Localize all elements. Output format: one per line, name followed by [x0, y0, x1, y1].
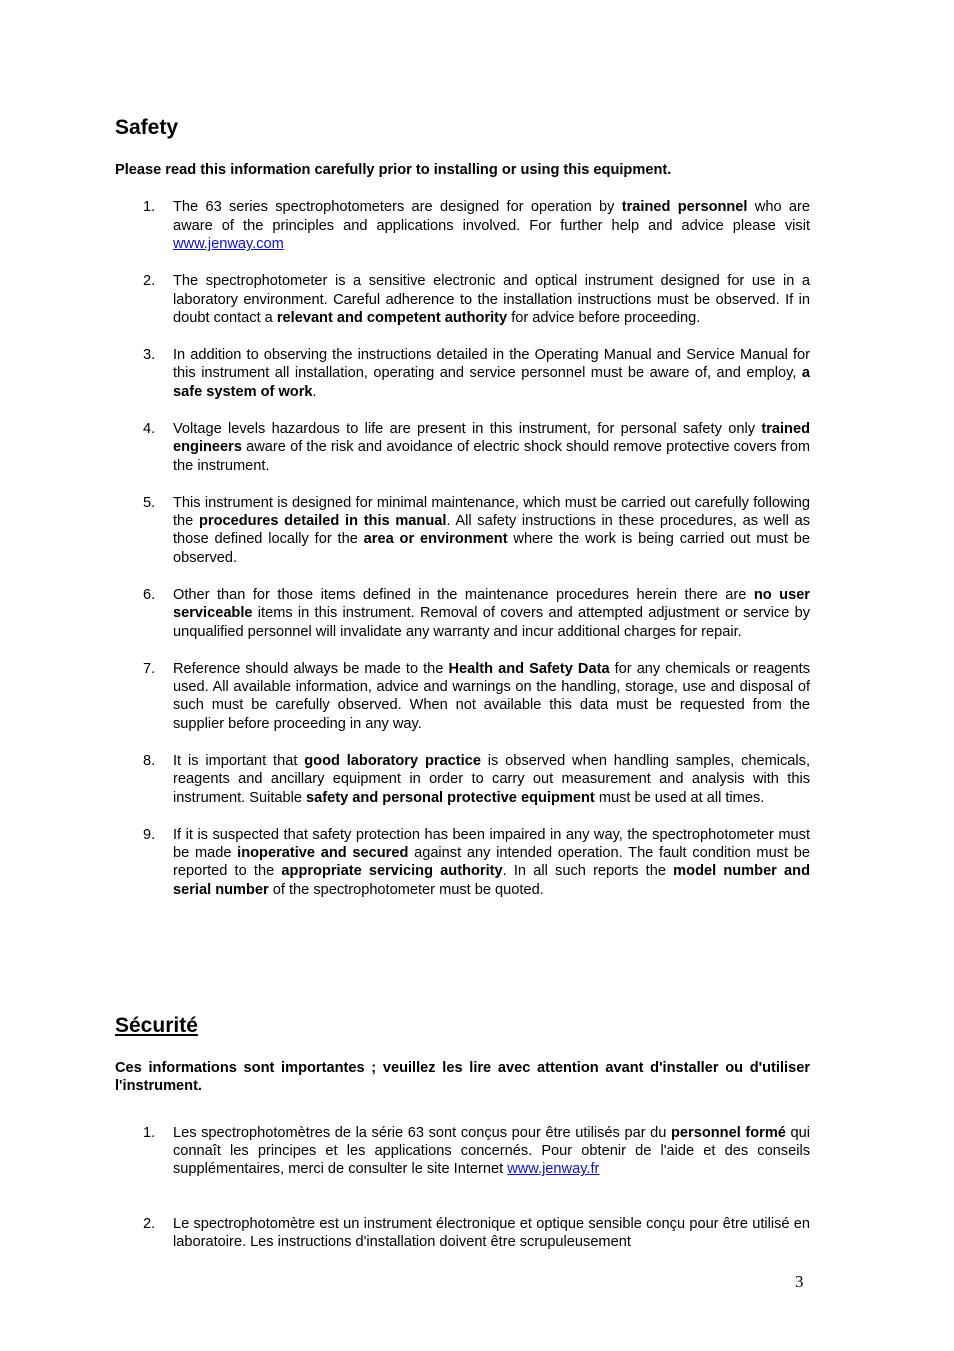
text-run: where the work is being carried out must be observed. — [173, 531, 810, 566]
text-run: It is important that — [173, 752, 305, 769]
list-number: 3. — [143, 346, 156, 363]
bold-phrase: area or environment — [363, 531, 508, 548]
bold-phrase: personnel formé — [671, 1124, 786, 1141]
bold-phrase: relevant and competent authority — [276, 309, 508, 326]
securite-intro: Ces informations sont importantes ; veuillez les lire avec attention avant d'installer ou d'utiliser l'instrument. — [115, 1060, 810, 1095]
bold-phrase: no user serviceable — [173, 586, 810, 622]
list-number: 1. — [143, 199, 156, 216]
text-run: Voltage levels hazardous to life are present in this instrument, for personal safety only — [173, 420, 762, 437]
safety-intro: Please read this information carefully prior to installing or using this equipment. — [115, 162, 672, 178]
securite-heading: Sécurité — [115, 1014, 198, 1037]
text-run: aware of the risk and avoidance of electric shock should remove protective covers from the instrument. — [173, 439, 810, 474]
safety-item — [115, 346, 810, 401]
safety-item — [115, 826, 810, 900]
text-run: This instrument is designed for minimal maintenance, which must be carried out carefully following the — [173, 494, 810, 529]
bold-phrase: safety and personal protective equipment — [306, 789, 595, 806]
safety-item — [115, 586, 810, 641]
safety-item — [115, 660, 810, 734]
text-run: against any intended operation. The fault condition must be reported to the — [173, 845, 810, 880]
website-link[interactable]: www.jenway.com — [173, 236, 284, 253]
safety-list — [115, 198, 810, 899]
securite-section — [115, 1012, 810, 1252]
safety-item — [115, 494, 810, 568]
text-run: Other than for those items defined in the maintenance procedures herein there are — [173, 586, 754, 603]
text-run: Les spectrophotomètres de la série 63 sont conçus pour être utilisés par du — [173, 1124, 672, 1141]
text-run: If it is suspected that safety protection has been impaired in any way, the spectrophotometer must be made — [173, 826, 810, 862]
text-run: who are aware of the principles and applications involved. For further help and advice please visit — [173, 199, 810, 234]
bold-phrase: Health and Safety Data — [448, 660, 610, 677]
safety-item — [115, 752, 810, 807]
text-run: Le spectrophotomètre est un instrument électronique et optique sensible conçu pour être utilisé en laboratoire. Les instructions d'installation doivent être scrupuleusement — [173, 1215, 810, 1251]
text-run: of the spectrophotometer must be quoted. — [268, 881, 544, 898]
safety-section — [115, 114, 810, 918]
text-run: for any chemicals or reagents used. All available information, advice and warnings on the handling, storage, use and disposal of such must be carefully observed. When not available this data must be requested from the supplier before proceeding in any way. — [173, 660, 811, 732]
bold-phrase: trained personnel — [621, 199, 748, 216]
safety-item — [115, 198, 810, 253]
text-run: Reference should always be made to the — [173, 660, 449, 677]
text-run: The spectrophotometer is a sensitive electronic and optical instrument designed for use in a laboratory environment. Careful adherence to the installation instructions must be observed. If in doubt contact a — [173, 273, 810, 326]
page-number: 3 — [795, 1272, 804, 1291]
website-link[interactable]: www.jenway.fr — [507, 1161, 600, 1178]
safety-item — [115, 272, 810, 327]
text-run: qui connaît les principes et les applications concernés. Pour obtenir de l'aide et des conseils supplémentaires, merci de consulter le site Internet — [173, 1124, 811, 1178]
list-number: 5. — [143, 494, 156, 511]
text-run: In addition to observing the instructions detailed in the Operating Manual and Service Manual for this instrument all installation, operating and service personnel must be aware of, and employ, — [173, 346, 810, 382]
safety-heading: Safety — [115, 116, 179, 139]
text-run: is observed when handling samples, chemicals, reagents and ancillary equipment in order to carry out measurement and analysis with this instrument. Suitable — [173, 752, 811, 806]
list-number: 1. — [143, 1124, 156, 1141]
text-run: for advice before proceeding. — [507, 309, 701, 326]
bold-phrase: procedures detailed in this manual — [199, 512, 447, 529]
bold-phrase: appropriate servicing authority — [281, 863, 503, 880]
text-run: The 63 series spectrophotometers are designed for operation by — [173, 199, 622, 216]
bold-phrase: model number and serial number — [173, 863, 811, 898]
securite-item — [115, 1215, 810, 1252]
list-number: 2. — [143, 1215, 156, 1232]
list-number: 8. — [143, 752, 156, 769]
securite-list — [115, 1124, 810, 1252]
bold-phrase: a safe system of work — [173, 365, 810, 400]
text-run: items in this instrument. Removal of covers and attempted adjustment or service by unqualified personnel will invalidate any warranty and incur additional charges for repair. — [173, 605, 810, 640]
list-number: 7. — [143, 660, 156, 677]
text-run: . — [312, 383, 317, 400]
text-run: . All safety instructions in these procedures, as well as those defined locally for the — [173, 512, 811, 548]
safety-item — [115, 420, 810, 475]
list-number: 9. — [143, 826, 156, 843]
text-run: . In all such reports the — [502, 863, 674, 880]
list-number: 2. — [143, 273, 156, 290]
list-number: 4. — [143, 420, 156, 437]
text-run: must be used at all times. — [594, 789, 765, 806]
securite-item — [115, 1124, 810, 1179]
bold-phrase: inoperative and secured — [237, 845, 409, 862]
bold-phrase: good laboratory practice — [304, 752, 481, 769]
bold-phrase: trained engineers — [173, 420, 810, 456]
list-number: 6. — [143, 586, 156, 603]
